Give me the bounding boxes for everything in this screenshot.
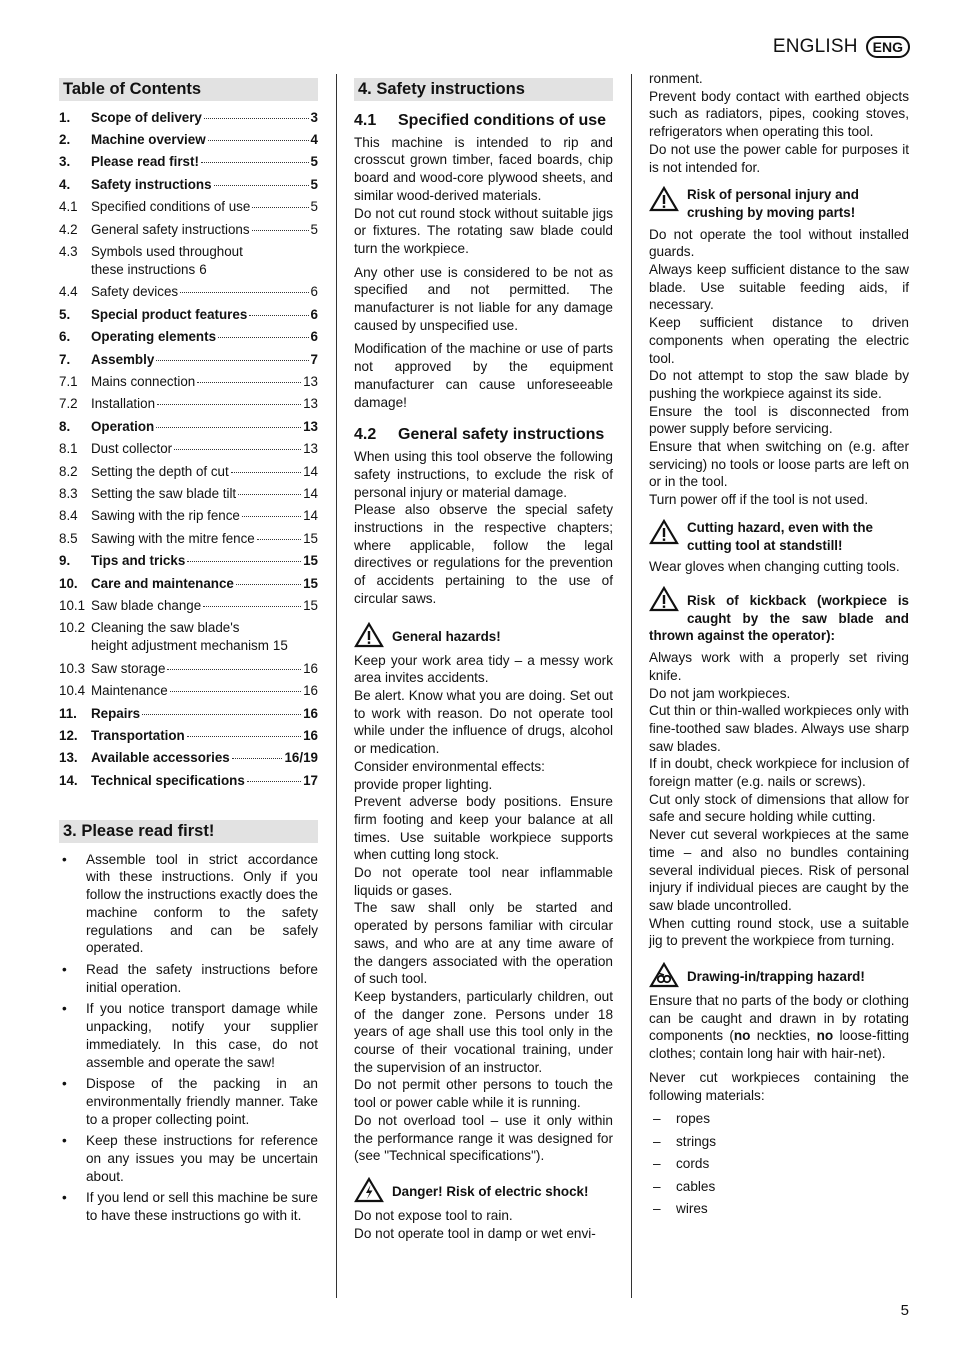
toc-page-number: 13: [303, 418, 318, 434]
toc-title: Sawing with the mitre fence: [91, 530, 255, 546]
continued-text: ronment. Prevent body contact with earthed objects such as radiators, pipes, cooking stoves, refrigerators when operating this tool. Do not use the power cable for purposes it is not intended for.: [649, 71, 909, 175]
toc-page-number: 16: [303, 683, 318, 699]
subsection-heading-4-1: 4.1 Specified conditions of use: [354, 111, 607, 129]
toc-entry: [59, 727, 318, 749]
toc-number: 7.2: [59, 396, 78, 412]
toc-title: General safety instructions: [91, 221, 250, 237]
toc-page-number: 15: [303, 575, 318, 591]
toc-leader: [242, 516, 301, 517]
toc-page-number: 16: [303, 705, 318, 721]
toc-title: Assembly: [91, 351, 155, 367]
left-column: [59, 70, 318, 1229]
material-item: – ropes: [649, 1110, 909, 1133]
general-safety-text: [354, 448, 613, 607]
toc-number: 8.4: [59, 508, 78, 524]
toc-leader: [247, 781, 301, 782]
toc-title: Installation: [91, 396, 156, 412]
warning-general-hazards: General hazards!: [354, 622, 613, 648]
toc-entry: [59, 418, 318, 440]
toc-page-number: 16: [303, 660, 318, 676]
toc-number: 12.: [59, 727, 78, 743]
toc-number: 11.: [59, 705, 77, 721]
warning-triangle-icon: [354, 622, 384, 648]
toc-title: Machine overview: [91, 132, 206, 148]
toc-leader: [238, 494, 301, 495]
toc-title: Cleaning the saw blade's: [91, 620, 240, 636]
toc-title: Sawing with the rip fence: [91, 508, 240, 524]
toc-title: Saw blade change: [91, 597, 202, 613]
toc-page-number: 15: [303, 553, 318, 569]
column-divider: [631, 74, 632, 1298]
toc-title: Saw storage: [91, 660, 166, 676]
toc-page-number: 6: [310, 306, 318, 322]
toc-page-number: 6: [310, 284, 318, 300]
read-first-list: [59, 851, 318, 1225]
paragraph: Modification of the machine or use of parts not approved by the equipment manufacturer can cause unforeseeable damage!: [354, 341, 613, 410]
material-item: – cables: [649, 1178, 909, 1201]
toc-number: 4.: [59, 176, 71, 192]
toc-title: Specified conditions of use: [91, 199, 251, 215]
subsection-heading-4-2: 4.2 General safety instructions: [354, 426, 605, 444]
toc-title: Special product features: [91, 306, 248, 322]
toc-title: Maintenance: [91, 683, 168, 699]
toc-title: Repairs: [91, 705, 141, 721]
electric-shock-icon: [354, 1177, 384, 1203]
toc-entry: [59, 306, 318, 328]
toc-leader: [156, 427, 301, 428]
toc-title: Technical specifications: [91, 772, 245, 788]
toc-entry: [59, 373, 318, 395]
materials-intro: Never cut workpieces containing the following materials:: [649, 1069, 909, 1103]
toc-leader: [252, 207, 308, 208]
toc-leader: [257, 539, 301, 540]
kickback-text: Always work with a properly set riving knife. Do not jam workpieces. Cut thin or thin-walled workpieces only with fine-toothed saw blades. Always use sharp saw blades. If in doubt, check workpiece for inclusion of foreign matter (e.g. nails or screws). Cut only stock of dimensions that allow for safe and secure holding while cutting. Never cut several workpieces at the same time – and also no bundles containing several individual pieces. Risk of personal injury if individual pieces are caught by the saw blade uncontrolled. When cutting round stock, use a suitable jig to prevent the workpiece from turning.: [649, 650, 909, 949]
middle-column: [354, 70, 613, 1248]
toc-title: Transportation: [91, 727, 185, 743]
toc-title: Tips and tricks: [91, 553, 186, 569]
warning-cutting: Cutting hazard, even with the cutting tool at standstill!: [649, 519, 909, 554]
toc-title: these instructions: [91, 261, 196, 277]
toc-page-number: 15: [303, 597, 318, 613]
section-title-read-first: 3. Please read first!: [59, 820, 318, 843]
toc-number: 10.1: [59, 597, 86, 613]
paragraph: When using this tool observe the following safety instructions, to exclude the risk of personal injury or material damage. Please also observe the special safety instructions in the respective chapters; where applicable, follow the legal directives or regulations for the prevention of accidents pertaining to the use of circular saws.: [354, 449, 613, 606]
read-first-item: • Read the safety instructions before initial operation.: [59, 961, 318, 996]
toc-number: 13.: [59, 750, 78, 766]
toc-page-number: 5: [310, 199, 318, 215]
warning-crushing: Risk of personal injury and crushing by moving parts!: [649, 186, 909, 221]
read-first-item: • If you lend or sell this machine be sure to have these instructions go with it.: [59, 1189, 318, 1224]
toc-leader: [156, 360, 308, 361]
toc-page-number: 15: [303, 530, 318, 546]
toc-leader: [249, 315, 308, 316]
toc-leader: [187, 736, 301, 737]
toc-number: 4.3: [59, 244, 78, 260]
warning-triangle-icon: [649, 519, 679, 545]
toc-leader: [187, 561, 301, 562]
toc-number: 7.1: [59, 374, 78, 390]
toc-entry: [59, 507, 318, 529]
toc-page-number: 13: [303, 396, 318, 412]
toc-entry: [59, 153, 318, 175]
toc-page-number: 14: [303, 485, 318, 501]
read-first-item: • If you notice transport damage while unpacking, notify your supplier immediately. In this case, do not assemble and operate the saw!: [59, 1000, 318, 1071]
toc-leader: [180, 292, 308, 293]
toc-leader: [203, 606, 301, 607]
toc-page-number: 5: [310, 154, 318, 170]
toc-leader: [214, 185, 309, 186]
toc-leader: [236, 584, 301, 585]
toc-page-number: 5: [310, 176, 318, 192]
toc-title: Please read first!: [91, 154, 199, 170]
paragraph: Any other use is considered to be not as specified and not permitted. The manufacturer is not liable for any damage caused by unspecified use.: [354, 264, 613, 333]
material-item: – wires: [649, 1200, 909, 1223]
drawing-in-text: Ensure that no parts of the body or clothing can be caught and drawn in by rotating components (no neckties, no loose-fitting clothes; contain long hair with hair-net).: [649, 993, 910, 1062]
toc-leader: [174, 449, 301, 450]
toc-title: Operating elements: [91, 329, 217, 345]
page-number: 5: [900, 1302, 909, 1319]
warning-triangle-icon: [649, 586, 679, 612]
toc-leader: [231, 472, 301, 473]
toc-entry: [59, 109, 318, 131]
toc-page-number: 15: [272, 638, 288, 654]
toc-number: 4.2: [59, 221, 78, 237]
toc-page-number: 13: [303, 374, 318, 390]
read-first-item: • Keep these instructions for reference on any issues you may be uncertain about.: [59, 1132, 318, 1185]
toc-entry: [59, 131, 318, 153]
toc-page-number: 16/19: [284, 750, 318, 766]
toc-leader: [167, 669, 301, 670]
toc-page-number: 6: [310, 329, 318, 345]
toc-page-number: 3: [310, 109, 318, 125]
toc-title: Table of Contents: [59, 78, 318, 101]
toc-number: 10.4: [59, 683, 86, 699]
toc-entry: [59, 530, 318, 552]
paragraph: This machine is intended to rip and crosscut grown timber, faced boards, chip board and wood-core plywood sheets, and similar wood-derived materials. Do not cut round stock without suitable jigs or fixtures. The rotating saw blade could turn the workpiece.: [354, 134, 613, 256]
toc-leader: [157, 404, 301, 405]
toc-entry: [59, 395, 318, 417]
material-item: – cords: [649, 1155, 909, 1178]
warning-electric-shock: Danger! Risk of electric shock!: [354, 1177, 613, 1203]
toc-leader: [142, 714, 301, 715]
toc-number: 10.3: [59, 660, 86, 676]
toc-entry: [59, 749, 318, 771]
toc-number: 1.: [59, 109, 71, 125]
toc-number: 8.1: [59, 441, 78, 457]
toc-entry: [59, 682, 318, 704]
electric-shock-text: Do not expose tool to rain. Do not operate tool in damp or wet envi-: [354, 1207, 596, 1241]
read-first-item: • Assemble tool in strict accordance with these instructions. Only if you follow the instructions exactly does the machine conform to the safety regulations and can be safely operated.: [59, 851, 318, 957]
page-header: [773, 36, 910, 58]
warning-kickback: Risk of kickback (workpiece is caught by the saw blade and thrown against the operator):: [649, 592, 909, 645]
toc-leader: [197, 382, 301, 383]
toc-page-number: 17: [303, 772, 318, 788]
drawing-in-hazard-icon: [649, 962, 679, 988]
toc-number: 6.: [59, 329, 71, 345]
toc-leader: [204, 118, 309, 119]
toc-number: 7.: [59, 351, 71, 367]
toc-entry: [59, 772, 318, 794]
toc-title: Care and maintenance: [91, 575, 234, 591]
toc-number: 8.: [59, 418, 71, 434]
toc-leader: [218, 337, 309, 338]
warning-triangle-icon: [649, 186, 679, 212]
toc-number: 2.: [59, 132, 71, 148]
toc-number: 8.2: [59, 463, 78, 479]
toc-number: 10.2: [59, 620, 86, 636]
toc-title: height adjustment mechanism: [91, 638, 269, 654]
toc-page-number: 7: [310, 351, 318, 367]
section-title-safety: 4. Safety instructions: [354, 78, 613, 101]
toc-leader: [208, 140, 309, 141]
toc-entry: [59, 463, 318, 485]
cutting-text: Wear gloves when changing cutting tools.: [649, 559, 900, 575]
toc-entry: [59, 705, 318, 727]
toc-leader: [201, 162, 309, 163]
column-divider: [336, 74, 337, 1298]
toc-page-number: 16: [303, 727, 318, 743]
toc-page-number: 14: [303, 463, 318, 479]
toc-entry: [59, 575, 318, 597]
toc-entry: [59, 597, 318, 619]
materials-list: [649, 1110, 909, 1223]
toc-number: 4.1: [59, 199, 78, 215]
crushing-text: Do not operate the tool without installed guards. Always keep sufficient distance to the saw blade. Use suitable feeding aids, if necessary. Keep sufficient distance to driven components when operating the electric tool. Do not attempt to stop the saw blade by pushing the workpiece against its side. Ensure the tool is disconnected from power supply before servicing. Ensure that when switching on (e.g. after servicing) no tools or loose parts are left on or in the tool. Turn power off if the tool is not used.: [649, 226, 909, 508]
language-label: ENGLISH: [772, 36, 858, 57]
toc-title: Setting the depth of cut: [91, 463, 229, 479]
toc-entry: [59, 351, 318, 373]
toc-entry: [59, 198, 318, 220]
toc-number: 4.4: [59, 284, 78, 300]
toc-number: 9.: [59, 553, 71, 569]
toc-entry: [59, 619, 318, 654]
language-badge: ENG: [866, 36, 910, 58]
toc-leader: [252, 230, 309, 231]
toc-title: Scope of delivery: [91, 109, 202, 125]
toc-entry: [59, 485, 318, 507]
toc-page-number: 14: [303, 508, 318, 524]
toc-number: 3.: [59, 154, 71, 170]
read-first-item: • Dispose of the packing in an environmentally friendly manner. Take to a proper collecting point.: [59, 1075, 318, 1128]
toc-page-number: 13: [303, 441, 318, 457]
toc-page-number: 4: [310, 132, 318, 148]
toc-number: 5.: [59, 306, 71, 322]
toc-page-number: 5: [310, 221, 318, 237]
toc-title: Safety devices: [91, 284, 179, 300]
toc-entry: [59, 328, 318, 350]
toc-leader: [232, 758, 283, 759]
specified-conditions-text: [354, 134, 613, 412]
toc-number: 10.: [59, 575, 78, 591]
toc-title: Symbols used throughout: [91, 244, 243, 260]
toc-title: Dust collector: [91, 441, 173, 457]
toc-entry: [59, 176, 318, 198]
toc-list: [59, 109, 318, 794]
general-hazards-text: Keep your work area tidy – a messy work area invites accidents. Be alert. Know what you are doing. Set out to work with reason. Do not operate tool while under the influence of drugs, alcohol or medication. Consider environmental effects: provide proper lighting. Prevent adverse body positions. Ensure firm footing and keep your balance at all times. Use suitable workpiece supports when cutting long stock. Do not operate tool near inflammable liquids or gases. The saw shall only be started and operated by persons familiar with circular saws, and who are at any time aware of the dangers associated with the operation of such tool. Keep bystanders, particularly children, out of the danger zone. Persons under 18 years of age shall use this tool only in the course of their vocational training, under the supervision of an instructor. Do not permit other persons to touch the tool or power cable while it is running. Do not overload tool – use it only within the performance range it was designed for (see "Technical specifications").: [354, 652, 613, 1164]
toc-title: Operation: [91, 418, 155, 434]
toc-title: Setting the saw blade tilt: [91, 485, 237, 501]
toc-page-number: 6: [199, 261, 207, 277]
right-column: [649, 70, 909, 1223]
toc-title: Available accessories: [91, 750, 230, 766]
toc-number: 8.5: [59, 530, 78, 546]
toc-title: Mains connection: [91, 374, 196, 390]
toc-entry: [59, 243, 318, 278]
toc-entry: [59, 440, 318, 462]
toc-entry: [59, 660, 318, 682]
material-item: – strings: [649, 1133, 909, 1156]
toc-number: 14.: [59, 772, 78, 788]
toc-entry: [59, 552, 318, 574]
warning-drawing-in: Drawing-in/trapping hazard!: [649, 962, 909, 988]
toc-entry: [59, 221, 318, 243]
toc-title: Safety instructions: [91, 176, 212, 192]
toc-entry: [59, 283, 318, 305]
toc-leader: [170, 691, 301, 692]
toc-number: 8.3: [59, 485, 78, 501]
